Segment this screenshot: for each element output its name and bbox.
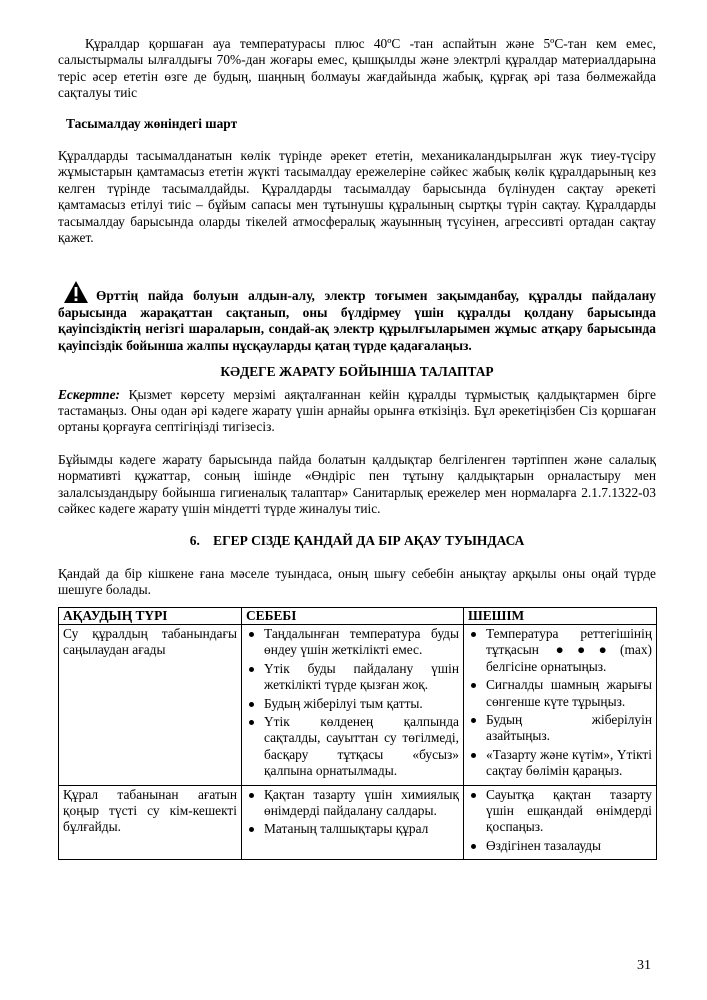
table-row [59, 785, 657, 860]
header-cause: СЕБЕБІ [242, 607, 464, 624]
list-item: Матаның талшықтары құрал [246, 821, 459, 837]
header-solution: ШЕШІМ [464, 607, 657, 624]
list-item: Температура реттегішінің тұтқасын ●●●(max) белгісіне орнатыңыз. [468, 626, 652, 675]
note-text: Қызмет көрсету мерзімі аяқталғаннан кейін құралды тұрмыстық қалдықтармен бірге тастамаңыз. Оны одан әрі кәдеге жарату үшін арнайы орынға өткізіңіз. Бұл әрекетіңізбен Сіз қоршаған ортаны қорғауға септігіңізді тигізесіз. [58, 386, 656, 435]
problem-cell: Құрал табанынан ағатын қоңыр түсті су кім-кешекті бұлғайды. [59, 785, 242, 860]
cause-list [246, 626, 459, 780]
disposal-note [58, 387, 656, 436]
solution-cell [464, 785, 657, 860]
problem-cell: Су құралдың табанындағы саңылаудан ағады [59, 624, 242, 785]
list-item: Сигналды шамның жарығы сөнгенше күте тұрыңыз. [468, 677, 652, 710]
list-item: Таңдалынған температура буды өндеу үшін жеткілікті емес. [246, 626, 459, 659]
storage-paragraph: Құралдар қоршаған ауа температурасы плюс 40ºC -тан аспайтын және 5ºC-тан кем емес, салыстырмалы ылғалдығы 70%-дан жоғары емес, қышқылды және электрлі құралдар материалдарына теріс әсер ететін өзге де будың, шаңның болмауы жағдайында жабық, құрғақ әрі таза бөлмежайда сақталуы тиіс [58, 36, 656, 101]
table-row [59, 624, 657, 785]
list-item: Будың жіберілуін азайтыңыз. [468, 712, 652, 745]
solution-list [468, 626, 652, 780]
section6-intro: Қандай да бір кішкене ғана мәселе туындаса, оның шығу себебін анықтау арқылы оны оңай түрде шешуге болады. [58, 565, 656, 598]
disposal-paragraph: Бұйымды кәдеге жарату барысында пайда болатын қалдықтар белгіленген тәртіппен және салалық нормативті құжаттар, соның ішінде «Өндіріс пен тұтыну қалдықтарын орналастыру мен залалсыздандыру бойынша гигиеналық талаптар» Санитарлық ережелер мен нормаларға 2.1.7.1322-03 сәйкес кәдеге жарату үшін міндетті түрде жиналуы тиіс. [58, 451, 656, 516]
list-item: Будың жіберілуі тым қатты. [246, 696, 459, 712]
cause-cell [242, 624, 464, 785]
section6-heading: 6. ЕГЕР СІЗДЕ ҚАНДАЙ ДА БІР АҚАУ ТУЫНДАСА [189, 533, 525, 549]
warning-triangle-icon [63, 280, 89, 304]
solution-cell [464, 624, 657, 785]
note-label: Ескертпе: [58, 386, 120, 402]
list-item: Сауытқа қақтан тазарту үшін ешқандай өнімдерді қоспаңыз. [468, 787, 652, 836]
page-number: 31 [637, 958, 651, 973]
warning-block [58, 288, 656, 354]
list-item: Қақтан тазарту үшін химиялық өнімдерді пайдалану салдары. [246, 787, 459, 820]
transport-heading: Тасымалдау жөніндегі шарт [66, 115, 238, 131]
list-item: Үтік буды пайдалану үшін жеткілікті түрде қызған жоқ. [246, 661, 459, 694]
cause-list [246, 787, 459, 838]
list-item: «Тазарту және күтім», Үтікті сақтау бөлімін қараңыз. [468, 747, 652, 780]
troubleshooting-table [58, 607, 657, 861]
disposal-heading: КӘДЕГЕ ЖАРАТУ БОЙЫНША ТАЛАПТАР [220, 364, 494, 380]
header-problem: АҚАУДЫҢ ТҮРІ [59, 607, 242, 624]
solution-list [468, 787, 652, 855]
table-header-row [59, 607, 657, 624]
document-page [58, 36, 656, 860]
list-item: Өздігінен тазалауды [468, 838, 652, 854]
warning-text: Өрттің пайда болуын алдын-алу, электр тоғымен зақымданбау, құралды пайдалану барысында жарақаттан сақтанып, оны бүлдірмеу үшін құралды қолдану барысында қауіпсіздіктің негізгі шараларын, сондай-ақ электр құрылғыларымен жұмыс атқару барысында қауіпсіздік бойынша жалпы нұсқауларды қатаң түрде қадағалаңыз. [58, 288, 656, 353]
list-item: Үтік көлденең қалпында сақталды, сауыттан су төгілмеді, басқару тұтқасы «бусыз» қалпына орнатылмады. [246, 714, 459, 780]
cause-cell [242, 785, 464, 860]
transport-paragraph: Құралдарды тасымалданатын көлік түрінде әрекет ететін, механикаландырылған жүк тиеу-түсіру жұмыстарын қамтамасыз ететін жүкті тасымалдау ережелеріне сәйкес жабық көлік құралдарының кез келген түрінде тасымалдайды. Құралдарды тасымалдау барысында бүлінуден сақтау әрекеті қамтамасыз етілуі тиіс – бұйым сапасы мен тұтынушы құралының сыртқы түрін сақтау. Құралдарды тасымалдау барысында оларды тікелей атмосфералық жауынның түсуінен, агрессивті ортадан сақтау қажет. [58, 148, 656, 246]
